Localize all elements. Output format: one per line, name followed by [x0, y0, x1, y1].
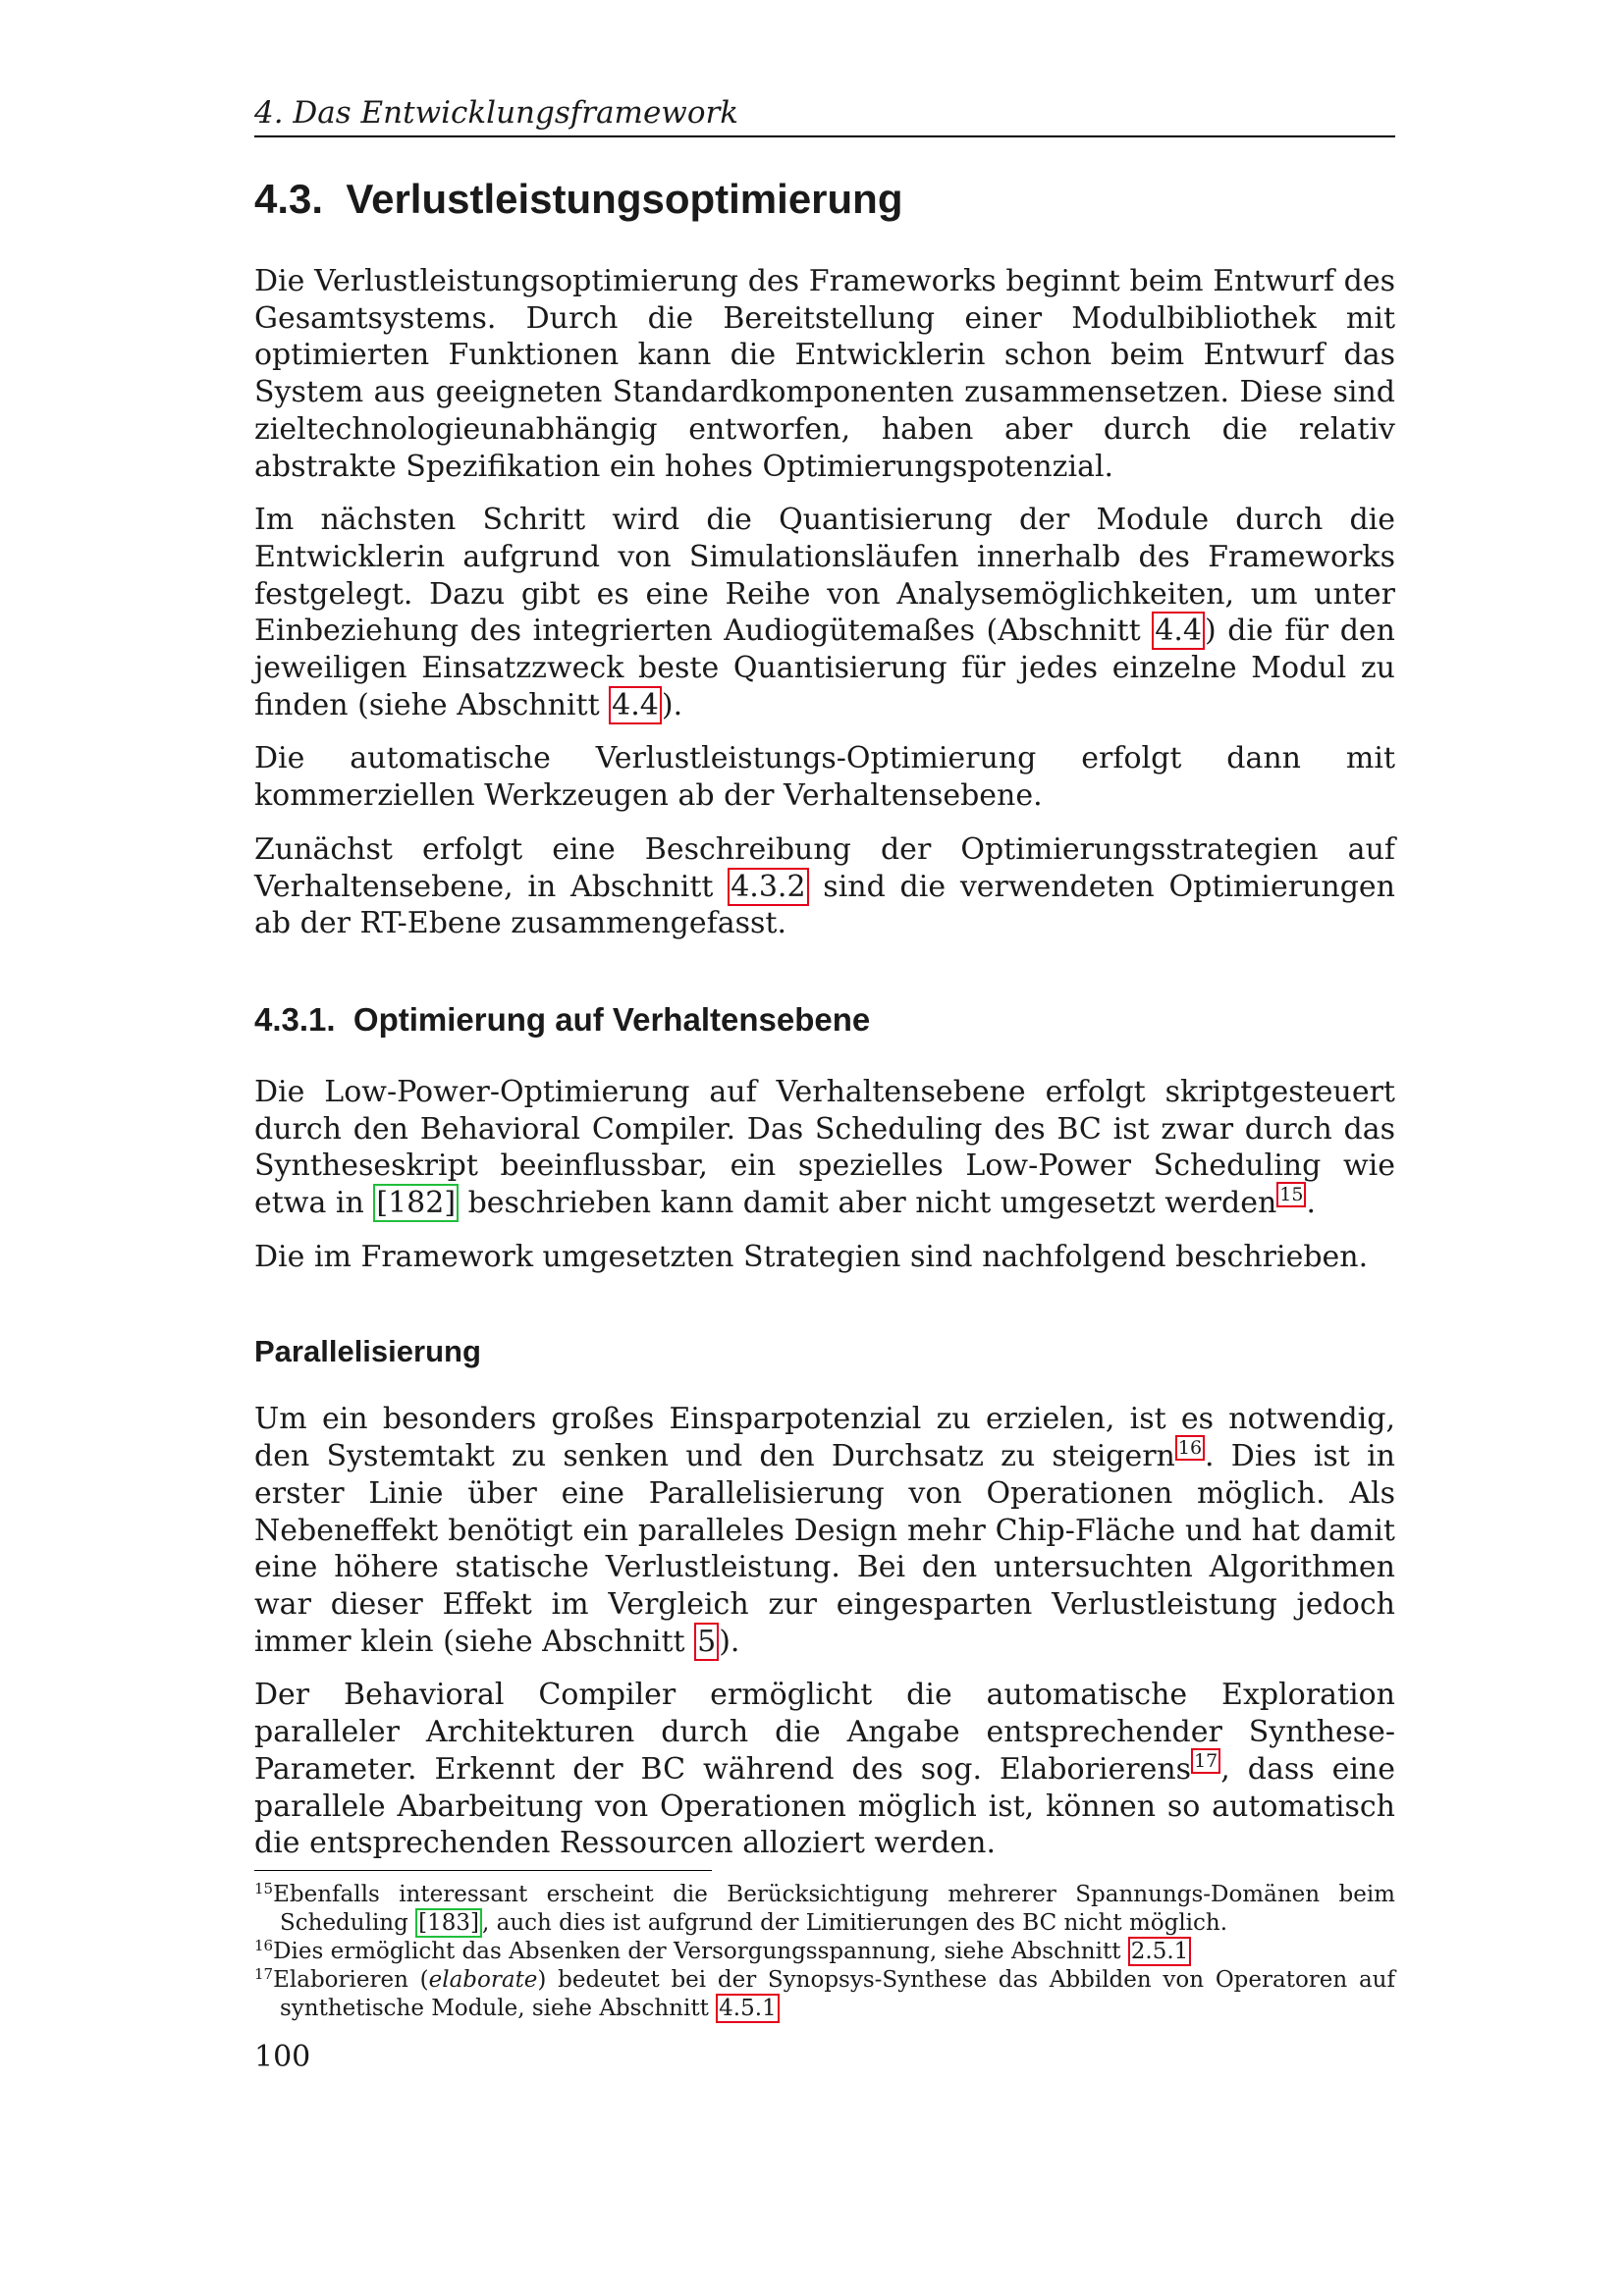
- footnote-15: $^{15}$Ebenfalls interessant erscheint die Berücksichtigung mehrerer Spannungs-Domänen beim Scheduling [183] , auch dies ist aufgrund der Limitierungen des BC nicht möglich.: [254, 1879, 1395, 1936]
- paragraph-heading: Parallelisierung: [254, 1334, 481, 1369]
- paragraph: Im nächsten Schritt wird die Quantisierung der Module durch die Entwicklerin aufgrund von Simulationsläufen innerhalb des Frameworks festgelegt. Dazu gibt es eine Reihe von Analysemöglichkeiten, um unter Einbeziehung des integrierten Audiogütemaßes (Abschnitt 4.4 ) die für den jeweiligen Einsatzzweck beste Quantisierung für jedes einzelne Modul zu finden (siehe Abschnitt 4.4 ).: [254, 503, 1395, 722]
- citation-link[interactable]: [182]: [373, 1184, 459, 1222]
- paragraph: Die Low-Power-Optimierung auf Verhaltensebene erfolgt skriptgesteuert durch den Behavioral Compiler. Das Scheduling des BC ist zwar durch das Syntheseskript beeinflussbar, ein spezielles Low-Power Scheduling wie etwa in [182] beschrieben kann damit aber nicht umgesetzt werden $^{15}$ .: [254, 1074, 1395, 1221]
- subsection-title: Optimierung auf Verhaltensebene: [352, 1000, 871, 1038]
- footnote-16: $^{16}$Dies ermöglicht das Absenken der Versorgungsspannung, siehe Abschnitt 2.5.1: [254, 1938, 1395, 1966]
- section-link[interactable]: 4.5.1: [716, 1994, 780, 2023]
- section-link[interactable]: 4.4: [609, 686, 662, 724]
- footnote-17: $^{17}$Elaborieren (elaborate) bedeutet bei der Synopsys-Synthese das Abbilden von Operatoren auf synthetische Module, siehe Abschnitt 4.5.1: [254, 1964, 1395, 2021]
- footnote-marker[interactable]: 16: [1175, 1435, 1205, 1461]
- section-heading: [254, 175, 1395, 224]
- paragraph: Um ein besonders großes Einsparpotenzial zu erzielen, ist es notwendig, den Systemtakt zu senken und den Durchsatz zu steigern $^{16}$ . Dies ist in erster Linie über eine Parallelisierung von Operationen möglich. Als Nebeneffekt benötigt ein paralleles Design mehr Chip-Fläche und hat damit eine höhere statische Verlustleistung. Bei den untersuchten Algorithmen war dieser Effekt im Vergleich zur eingesparten Verlustleistung jedoch immer klein (siehe Abschnitt 5 ).: [254, 1402, 1395, 1659]
- paragraph: Der Behavioral Compiler ermöglicht die automatische Exploration paralleler Architekturen durch die Angabe entsprechender Synthese-Parameter. Erkennt der BC während des sog. Elaborierens $^{17}$ , dass eine parallele Abarbeitung von Operationen möglich ist, können so automatisch die entsprechenden Ressourcen alloziert werden.: [254, 1678, 1395, 1861]
- subsection-number: 4.3.1.: [254, 1000, 336, 1038]
- paragraph: Die im Framework umgesetzten Strategien sind nachfolgend beschrieben.: [254, 1239, 1369, 1274]
- section-link[interactable]: 5: [694, 1623, 719, 1661]
- page-content: [254, 93, 1395, 2023]
- section-link[interactable]: 4.3.2: [728, 868, 808, 906]
- footnote-marker[interactable]: 15: [1276, 1182, 1306, 1207]
- footnote-rule: [254, 1870, 712, 1871]
- paragraph: Die automatische Verlustleistungs-Optimierung erfolgt dann mit kommerziellen Werkzeugen ab der Verhaltensebene.: [254, 741, 1395, 814]
- citation-link[interactable]: [183]: [415, 1908, 482, 1938]
- subsection-heading: [254, 999, 1395, 1041]
- section-link[interactable]: 2.5.1: [1128, 1937, 1192, 1966]
- page-number: 100: [254, 2040, 311, 2074]
- footnote-marker[interactable]: 17: [1191, 1748, 1220, 1774]
- running-header: 4. Das Entwicklungsframework: [254, 93, 1395, 137]
- section-title: Verlustleistungsoptimierung: [346, 176, 903, 222]
- section-link[interactable]: 4.4: [1152, 612, 1205, 650]
- section-number: 4.3.: [254, 176, 324, 222]
- paragraph: Die Verlustleistungsoptimierung des Frameworks beginnt beim Entwurf des Gesamtsystems. Durch die Bereitstellung einer Modulbibliothek mit optimierten Funktionen kann die Entwicklerin schon beim Entwurf das System aus geeigneten Standardkomponenten zusammensetzen. Diese sind zieltechnologieunabhängig entworfen, haben aber durch die relativ abstrakte Spezifikation ein hohes Optimierungspotenzial.: [254, 264, 1395, 484]
- paragraph: Zunächst erfolgt eine Beschreibung der Optimierungsstrategien auf Verhaltensebene, in Abschnitt 4.3.2 sind die verwendeten Optimierungen ab der RT-Ebene zusammengefasst.: [254, 831, 1395, 941]
